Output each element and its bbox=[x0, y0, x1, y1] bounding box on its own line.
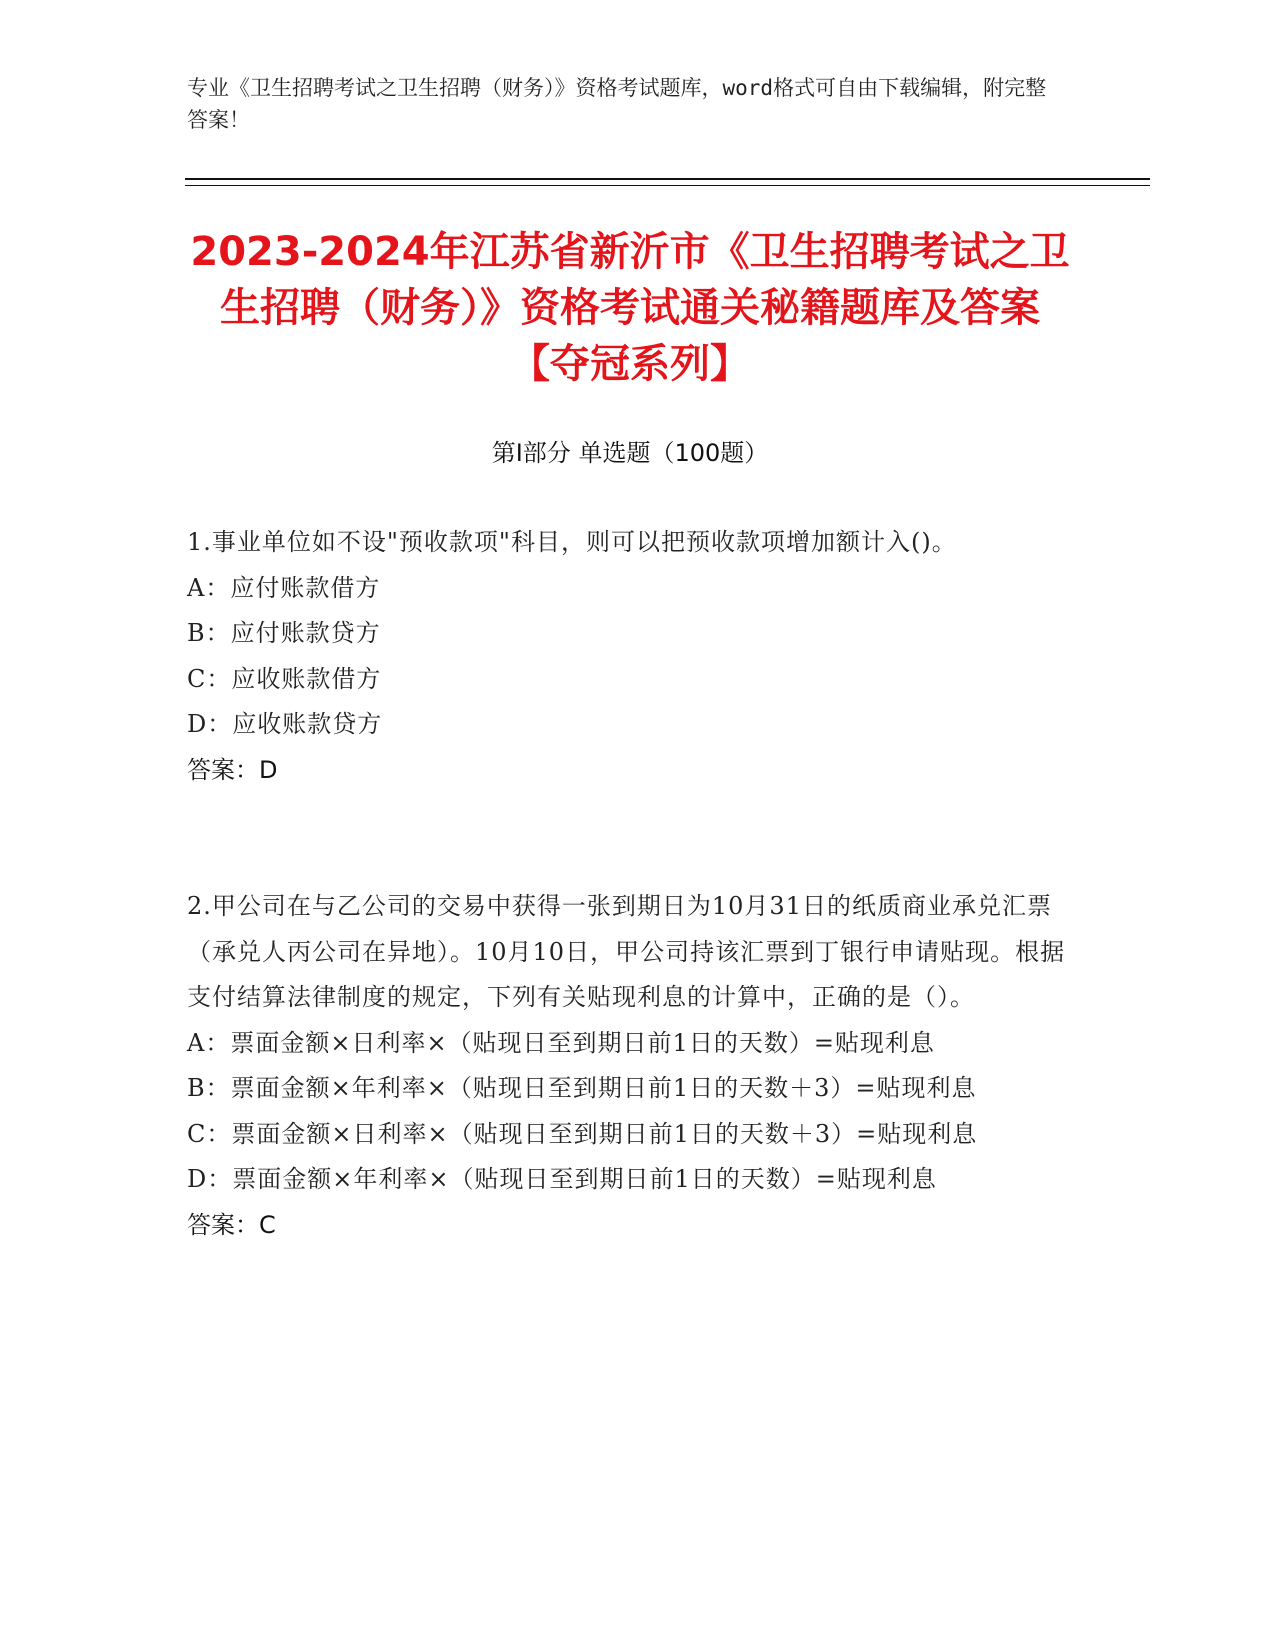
option-c: C：票面金额×日利率×（贴现日至到期日前1日的天数＋3）=贴现利息 bbox=[187, 1119, 978, 1148]
header-divider-thin bbox=[185, 185, 1150, 186]
document-title: 2023-2024年江苏省新沂市《卫生招聘考试之卫生招聘（财务）》资格考试通关秘籍题库及答案【夺冠系列】 bbox=[190, 229, 1070, 387]
question-1 bbox=[187, 520, 1087, 793]
answer: 答案：C bbox=[187, 1210, 276, 1239]
option-d: D：应收账款贷方 bbox=[187, 710, 383, 738]
option-a: A：票面金额×日利率×（贴现日至到期日前1日的天数）=贴现利息 bbox=[187, 1028, 935, 1057]
question-stem: 1.事业单位如不设"预收款项"科目，则可以把预收款项增加额计入()。 bbox=[187, 528, 957, 556]
header-divider-thick bbox=[185, 178, 1150, 180]
option-d: D：票面金额×年利率×（贴现日至到期日前1日的天数）=贴现利息 bbox=[187, 1165, 937, 1193]
option-b: B：应付账款贷方 bbox=[187, 619, 381, 647]
option-c: C：应收账款借方 bbox=[187, 664, 382, 693]
answer: 答案：D bbox=[187, 755, 278, 784]
option-a: A：应付账款借方 bbox=[187, 573, 381, 602]
question-2 bbox=[187, 884, 1087, 1248]
section-heading: 第Ⅰ部分 单选题（100题） bbox=[491, 439, 769, 467]
question-stem: 2.甲公司在与乙公司的交易中获得一张到期日为10月31日的纸质商业承兑汇票（承兑人丙公司在异地）。10月10日，甲公司持该汇票到丁银行申请贴现。根据支付结算法律制度的规定，下列有关贴现利息的计算中，正确的是（）。 bbox=[187, 892, 1066, 1011]
option-b: B：票面金额×年利率×（贴现日至到期日前1日的天数＋3）=贴现利息 bbox=[187, 1074, 977, 1102]
document-header-note: 专业《卫生招聘考试之卫生招聘（财务）》资格考试题库，word格式可自由下载编辑，附完整答案！ bbox=[187, 76, 1047, 132]
